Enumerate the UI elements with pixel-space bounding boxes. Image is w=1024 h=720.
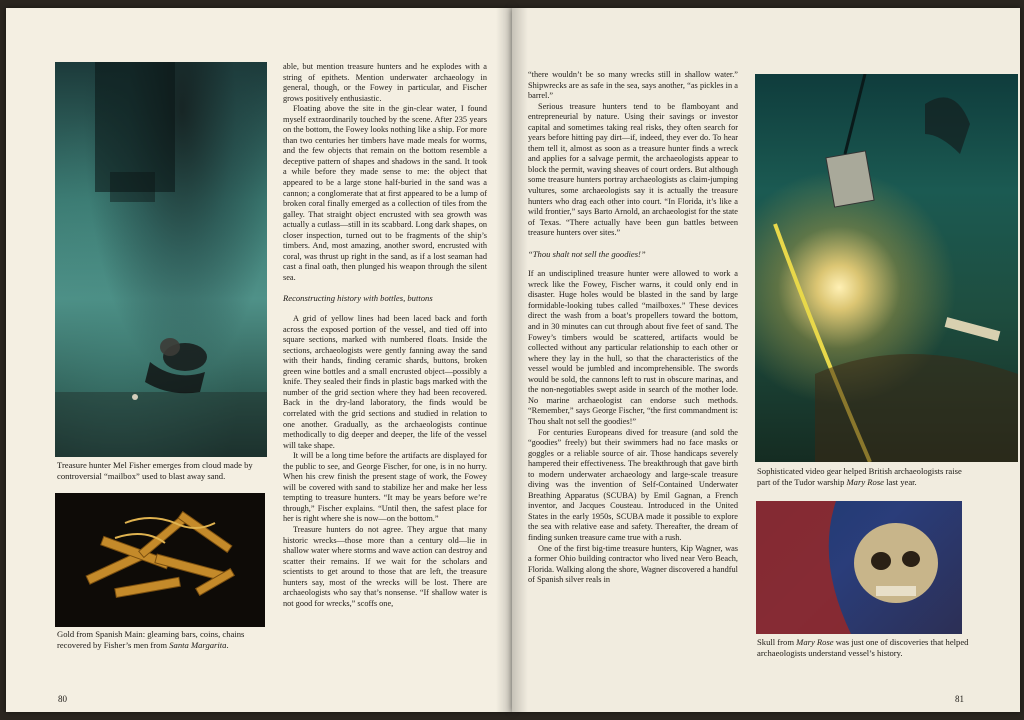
paragraph: Floating above the site in the gin-clear water, I found myself extraordinarily touched by the scene. After 235 years on the bottom, the Fowey looks nothing like a ship. For more than two centuries her timbers have made meals for worms, and the few objects that remain on the bottom resemble a deceptive pattern of shapes and shadows in the sand. It took a while before they made sense to me: the object that appeared to be a large stone half-buried in the sand was a cannon; a conglomerate that at first appeared to be a lump of broken coral finally emerged as a collection of tiles from the galley. That straight object encrusted with sea growth was actually a cutlass—still in its scabbard. Long dark shapes, on closer inspection, turned out to be fragments of the ship’s timbers. And, most amazing, another sword, encrusted with coral, was thrust up right in the sand, as if a lost seaman had cast a final oath, then plunged his weapon through the silent sea. [283,104,487,282]
caption-video-ship: Mary Rose [846,477,884,487]
caption-video-gear [757,466,969,488]
subhead: Reconstructing history with bottles, buttons [283,293,433,304]
caption-video-text: Sophisticated video gear helped British archaeologists raise part of the Tudor warship [757,466,962,487]
paragraph: Treasure hunters do not agree. They argue that many historic wrecks—those more than a century old—lie in shallow water where storms and wave action can destroy and scatter their remains. If we wait for the scholars and scientists to get around to those that are left, the treasure hunters say, most of the wrecks will be lost. There are archaeologists who say that’s nonsense. “If shallow water is not good for wrecks,” scoffs one, [283,524,487,608]
gutter-shadow [512,8,528,712]
caption-gold-text: Gold from Spanish Main: gleaming bars, coins, chains recovered by Fisher’s men from [57,629,245,650]
caption-diver: Treasure hunter Mel Fisher emerges from cloud made by controversial “mailbox” used to blast away sand. [57,460,253,481]
paragraph: Serious treasure hunters tend to be flamboyant and entrepreneurial by nature. Using their savings or investor capital and sometimes taking real risks, they often search for years before hitting pay dirt—if, indeed, they ever do. To hear them tell it, almost as soon as a treasure hunter finds a wreck and applies for a salvage permit, the archaeologists appear to block the permit, waving sheaves of court orders. But although some treasure hunters portray archaeologists as claim-jumping vultures, some archaeologists say it is actually the treasure hunters who drag each other into court. “In Florida, it’s like a wild frontier,” says Barto Arnold, an archaeologist for the state of Texas. “There actually have been gun battles between treasure hunters over sites.” [528,101,738,238]
photo-video-gear [755,74,1018,462]
diver-illustration [55,62,267,457]
caption-gold-ship: Santa Margarita [169,640,227,650]
photo-skull [756,501,962,634]
caption-gold-end: . [226,640,229,650]
caption-video-end: last year. [883,477,917,487]
right-text-column [528,70,738,586]
paragraph: “there wouldn’t be so many wrecks still in shallow water.” Shipwrecks are as safe in the sea, says another, “as pickles in a barrel.” [528,70,738,101]
skull-illustration [756,501,962,634]
gutter-shadow [496,8,512,712]
caption-gold [57,629,269,651]
paragraph: If an undisciplined treasure hunter were allowed to work a wreck like the Fowey, Fischer warns, it could only end in disaster. Huge holes would be blasted in the sand by large formidable-looking tubes called “mailboxes.” These devices direct the wash from a boat’s propellers toward the bottom, and in 30 minutes can cut through about five feet of sand. The Fowey’s timbers would be scattered, artifacts would be collected without any particular relationship to each other or where they lay in the hull, so that the characteristics of the vessel would be jumbled and incomprehensible. The swords would be sold, the cannons left to rust in obscure marinas, and the non-negotiables swept aside in search of the mother lode. No marine archaeologist can endorse such methods. “Remember,” says George Fischer, “the first commandment is: Thou shalt not sell the goodies!” [528,269,738,426]
gold-illustration [55,493,265,627]
paragraph: able, but mention treasure hunters and he explodes with a string of epithets. Mention underwater archaeology in general, though, or the Fowey in particular, and Fischer grows positively enthusiastic. [283,62,487,103]
page-number-right: 81 [955,694,964,704]
paragraph: A grid of yellow lines had been laced back and forth across the exposed portion of the vessel, and tied off into square sections, marked with numbered floats. Inside the sections, archaeologists were gently fanning away the sand with their hands, finding ceramic shards, buttons, broken green wine bottles and a small encrusted object—possibly a knife. They sealed their finds in plastic bags marked with the number of the grid section where they had been recovered. Back in the dry-land laboratory, the finds would be correlated with the grid sections and studied in relation to one another. Gradually, as the archaeologists continue methodically to dig deeper and deeper, the life of the vessel will take shape. [283,314,487,450]
photo-diver-in-sand-cloud [55,62,267,457]
caption-skull-end: was just one of discoveries that helped archaeologists understand vessel’s history. [757,637,969,658]
video-gear-illustration [755,74,1018,462]
caption-skull-ship: Mary Rose [796,637,834,647]
caption-skull-text: Skull from [757,637,797,647]
page-number-left: 80 [58,694,67,704]
caption-skull [757,637,969,659]
paragraph: One of the first big-time treasure hunters, Kip Wagner, was a former Ohio building contractor who lived near Vero Beach, Florida. Walking along the shore, Wagner discovered a handful of Spanish silver reals in [528,543,738,585]
left-text-column [283,62,487,609]
pull-quote: “Thou shalt not sell the goodies!” [528,248,646,259]
paragraph: It will be a long time before the artifacts are displayed for the public to see, and George Fischer, for one, is in no hurry. When his crew finish the present stage of work, the Fowey will be covered with sand to stabilize her and make her less tempting to treasure hunters. “It may be years before we’re through,” Fischer explains. “Until then, the safest place for her is right where she is now—on the bottom.” [283,451,487,524]
photo-gold-bars [55,493,265,627]
paragraph: For centuries Europeans dived for treasure (and sold the “goodies” freely) but their swimmers had no face masks or goggles or a reliable source of air. Those handicaps severely hampered their effectiveness. The breakthrough that gave birth to modern underwater archaeology and large-scale treasure diving was the invention of Self-Contained Underwater Breathing Apparatus (SCUBA) by Emil Gagnan, a French inventor, and Jacques Cousteau. Introduced in the United States in the early 1950s, SCUBA made it possible to explore the sea with relative ease and safety. Thereafter, the dream of finding sunken treasure came true with a rush. [528,427,738,542]
